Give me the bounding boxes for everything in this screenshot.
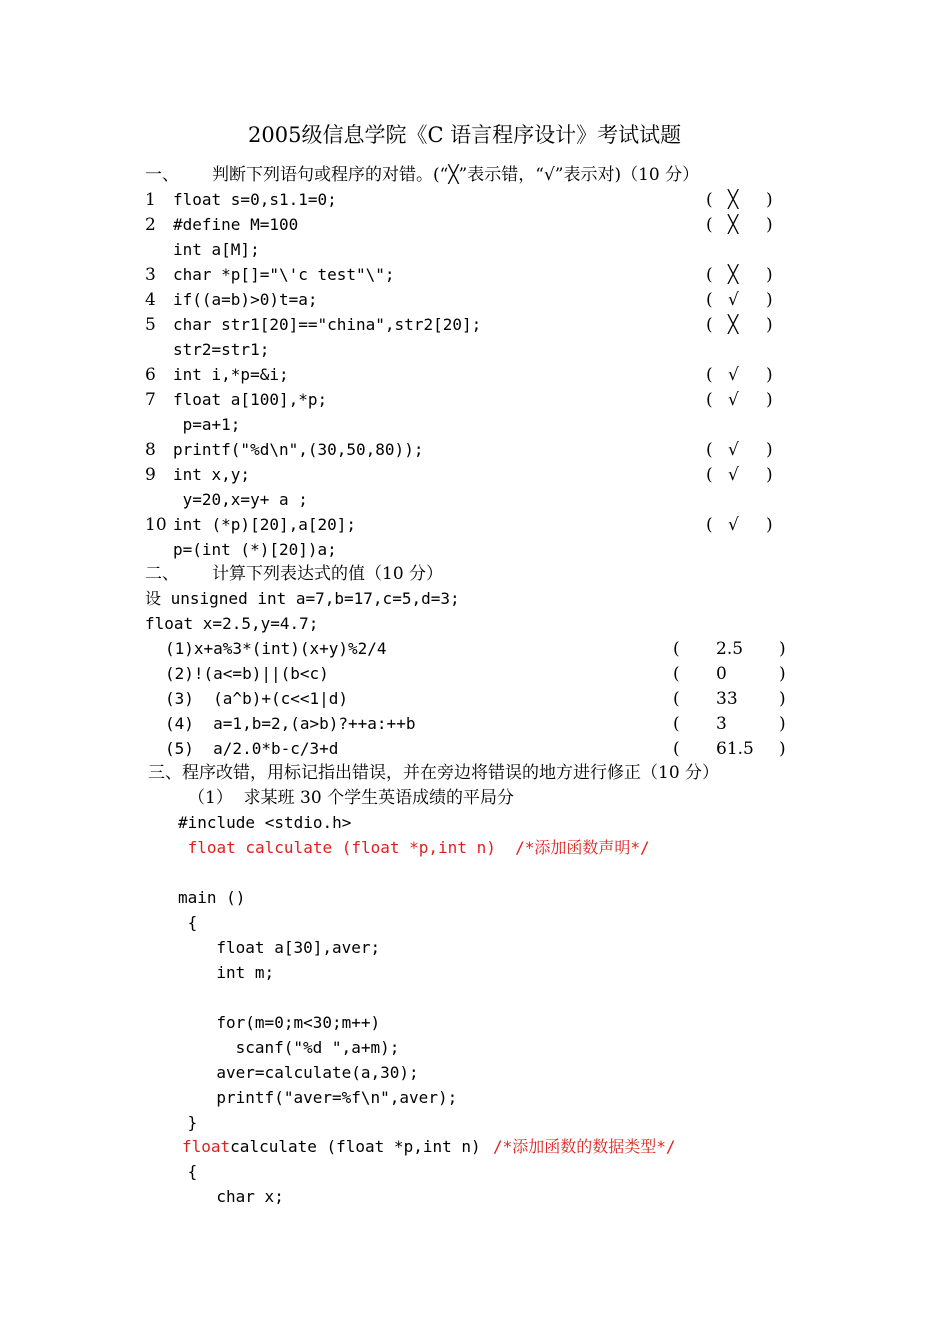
answer-close-paren: ) <box>766 465 773 485</box>
answer-open-paren: ( <box>673 664 680 684</box>
item-number: 10 <box>145 515 167 535</box>
code-line: float a[30],aver; <box>216 938 381 957</box>
answer-mark: √ <box>728 465 739 485</box>
code-line: char x; <box>216 1187 284 1206</box>
statement-line: p=(int (*)[20])a; <box>173 540 337 559</box>
section1-heading: 判断下列语句或程序的对错。(“╳”表示错，“√”表示对)（10 分） <box>212 165 700 185</box>
answer-open-paren: ( <box>706 315 713 335</box>
answer-open-paren: ( <box>706 465 713 485</box>
answer-open-paren: ( <box>706 365 713 385</box>
answer-close-paren: ) <box>766 440 773 460</box>
statement-line: float s=0,s1.1=0; <box>173 190 337 209</box>
answer-close-paren: ) <box>779 664 786 684</box>
answer-value: 0 <box>716 664 727 684</box>
answer-close-paren: ) <box>766 315 773 335</box>
statement-line: int (*p)[20],a[20]; <box>173 515 357 534</box>
item-number: 4 <box>145 290 156 310</box>
answer-mark: ╳ <box>728 190 739 210</box>
section3-heading: 三、程序改错，用标记指出错误，并在旁边将错误的地方进行修正（10 分） <box>148 763 720 783</box>
answer-value: 3 <box>716 714 727 734</box>
expression: (4) a=1,b=2,(a>b)?++a:++b <box>165 714 416 733</box>
statement-line: char *p[]="\'c test"\"; <box>173 265 395 284</box>
answer-mark: √ <box>728 515 739 535</box>
item-number: 1 <box>145 190 156 210</box>
statement-line: if((a=b)>0)t=a; <box>173 290 318 309</box>
code-line: #include <stdio.h> <box>178 813 352 832</box>
fixed-comment: /*添加函数的数据类型*/ <box>493 1137 676 1156</box>
code-line: { <box>187 1162 198 1181</box>
answer-mark: √ <box>728 440 739 460</box>
answer-mark: √ <box>728 365 739 385</box>
answer-open-paren: ( <box>673 639 680 659</box>
answer-value: 33 <box>716 689 738 709</box>
section2-declaration-2: float x=2.5,y=4.7; <box>145 614 319 633</box>
answer-open-paren: ( <box>673 689 680 709</box>
statement-line: int x,y; <box>173 465 251 484</box>
expression: (1)x+a%3*(int)(x+y)%2/4 <box>165 639 387 658</box>
answer-close-paren: ) <box>779 639 786 659</box>
item-number: 2 <box>145 215 156 235</box>
code-line: for(m=0;m<30;m++) <box>216 1013 381 1032</box>
code-line: printf("aver=%f\n",aver); <box>216 1088 458 1107</box>
section2-declaration-1: 设 unsigned int a=7,b=17,c=5,d=3; <box>145 589 460 608</box>
answer-open-paren: ( <box>673 739 680 759</box>
expression: (5) a/2.0*b-c/3+d <box>165 739 339 758</box>
statement-line: int i,*p=&i; <box>173 365 289 384</box>
expression: (3) (a^b)+(c<<1|d) <box>165 689 349 708</box>
answer-open-paren: ( <box>706 215 713 235</box>
item-number: 8 <box>145 440 156 460</box>
answer-open-paren: ( <box>706 440 713 460</box>
code-line: main () <box>178 888 246 907</box>
answer-close-paren: ) <box>766 215 773 235</box>
answer-open-paren: ( <box>706 190 713 210</box>
statement-line: printf("%d\n",(30,50,80)); <box>173 440 424 459</box>
answer-mark: ╳ <box>728 215 739 235</box>
answer-close-paren: ) <box>766 265 773 285</box>
section3-subquestion: （1） 求某班 30 个学生英语成绩的平局分 <box>188 788 515 808</box>
statement-line: char str1[20]=="china",str2[20]; <box>173 315 482 334</box>
statement-line: y=20,x=y+ a ; <box>173 490 308 509</box>
answer-open-paren: ( <box>706 515 713 535</box>
item-number: 5 <box>145 315 156 335</box>
statement-line: p=a+1; <box>173 415 241 434</box>
answer-open-paren: ( <box>673 714 680 734</box>
answer-mark: ╳ <box>728 315 739 335</box>
answer-close-paren: ) <box>766 390 773 410</box>
answer-mark: ╳ <box>728 265 739 285</box>
code-line: scanf("%d ",a+m); <box>235 1038 400 1057</box>
fixed-signature: calculate (float *p,int n) <box>230 1137 481 1156</box>
code-line: { <box>187 913 198 932</box>
answer-close-paren: ) <box>766 365 773 385</box>
answer-mark: √ <box>728 390 739 410</box>
statement-line: int a[M]; <box>173 240 260 259</box>
item-number: 6 <box>145 365 156 385</box>
code-line: } <box>187 1113 198 1132</box>
answer-close-paren: ) <box>779 689 786 709</box>
answer-open-paren: ( <box>706 390 713 410</box>
answer-close-paren: ) <box>779 714 786 734</box>
section2-number: 二、 <box>145 564 179 584</box>
item-number: 3 <box>145 265 156 285</box>
answer-close-paren: ) <box>779 739 786 759</box>
answer-close-paren: ) <box>766 190 773 210</box>
fixed-function-line <box>182 1137 481 1157</box>
fixed-return-type: float <box>182 1137 231 1156</box>
answer-close-paren: ) <box>766 290 773 310</box>
exam-title: 2005级信息学院《C 语言程序设计》考试试题 <box>248 123 682 147</box>
code-line: aver=calculate(a,30); <box>216 1063 419 1082</box>
item-number: 7 <box>145 390 156 410</box>
code-line: int m; <box>216 963 275 982</box>
item-number: 9 <box>145 465 156 485</box>
section1-number: 一、 <box>145 165 179 185</box>
statement-line: str2=str1; <box>173 340 270 359</box>
answer-mark: √ <box>728 290 739 310</box>
answer-open-paren: ( <box>706 265 713 285</box>
code-line: float calculate (float *p,int n) /*添加函数声明*/ <box>187 838 650 857</box>
statement-line: float a[100],*p; <box>173 390 328 409</box>
statement-line: #define M=100 <box>173 215 299 234</box>
section2-heading: 计算下列表达式的值（10 分） <box>212 564 444 584</box>
answer-value: 2.5 <box>716 639 744 659</box>
answer-close-paren: ) <box>766 515 773 535</box>
answer-value: 61.5 <box>716 739 754 759</box>
expression: (2)!(a<=b)||(b<c) <box>165 664 329 683</box>
answer-open-paren: ( <box>706 290 713 310</box>
